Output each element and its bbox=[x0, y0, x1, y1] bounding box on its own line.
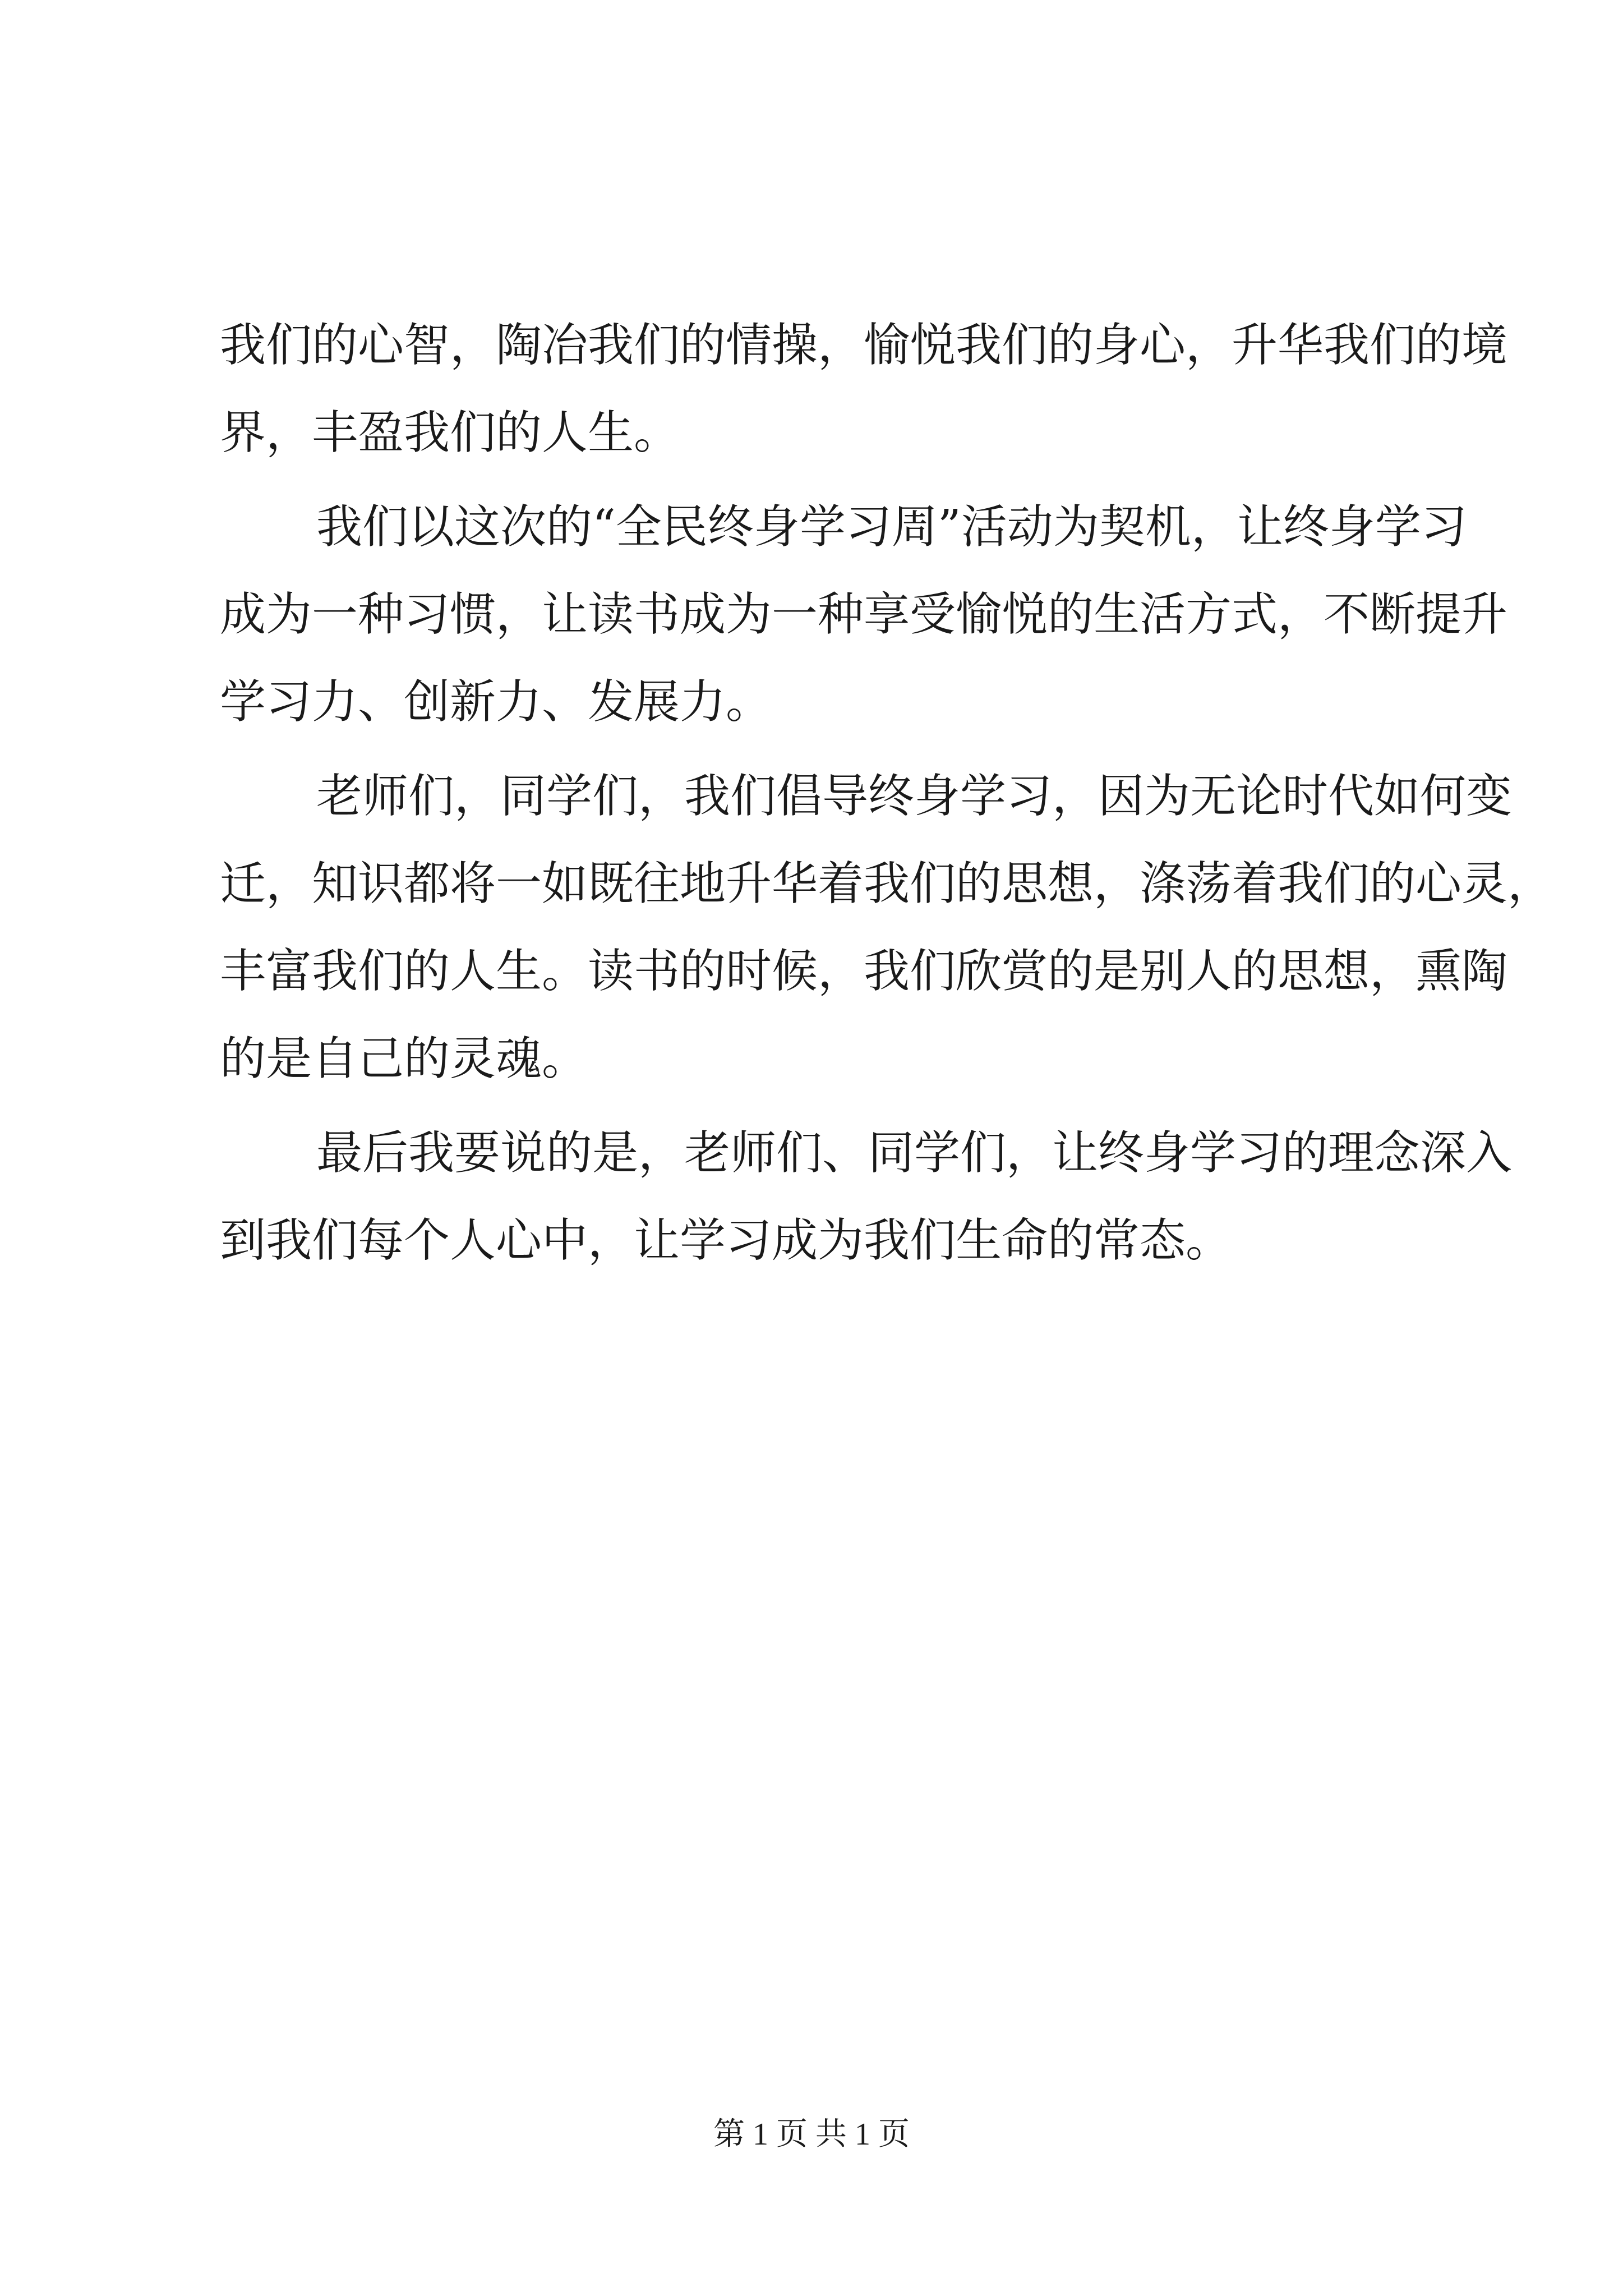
paragraph-3-line-4: 的是自己的灵魂。 bbox=[220, 1032, 588, 1085]
paragraph-2-line-3: 学习力、创新力、发展力。 bbox=[220, 675, 772, 729]
paragraph-3-line-1: 老师们，同学们，我们倡导终身学习，因为无论时代如何变 bbox=[316, 770, 1513, 823]
paragraph-4-line-1: 最后我要说的是，老师们、同学们，让终身学习的理念深入 bbox=[316, 1126, 1513, 1180]
paragraph-2-line-2: 成为一种习惯，让读书成为一种享受愉悦的生活方式，不断提升 bbox=[220, 588, 1508, 641]
paragraph-3-line-3: 丰富我们的人生。读书的时候，我们欣赏的是别人的思想，熏陶 bbox=[220, 945, 1508, 998]
paragraph-3-line-2: 迁，知识都将一如既往地升华着我们的思想，涤荡着我们的心灵， bbox=[220, 857, 1554, 910]
paragraph-4-line-2: 到我们每个人心中，让学习成为我们生命的常态。 bbox=[220, 1214, 1232, 1267]
paragraph-2-line-1: 我们以这次的“全民终身学习周”活动为契机，让终身学习 bbox=[316, 500, 1467, 554]
paragraph-1-line-1: 我们的心智，陶冶我们的情操，愉悦我们的身心，升华我们的境 bbox=[220, 319, 1508, 372]
paragraph-1-line-2: 界，丰盈我们的人生。 bbox=[220, 406, 680, 459]
page-footer: 第 1 页 共 1 页 bbox=[713, 2117, 910, 2152]
document-body bbox=[220, 302, 1554, 1285]
